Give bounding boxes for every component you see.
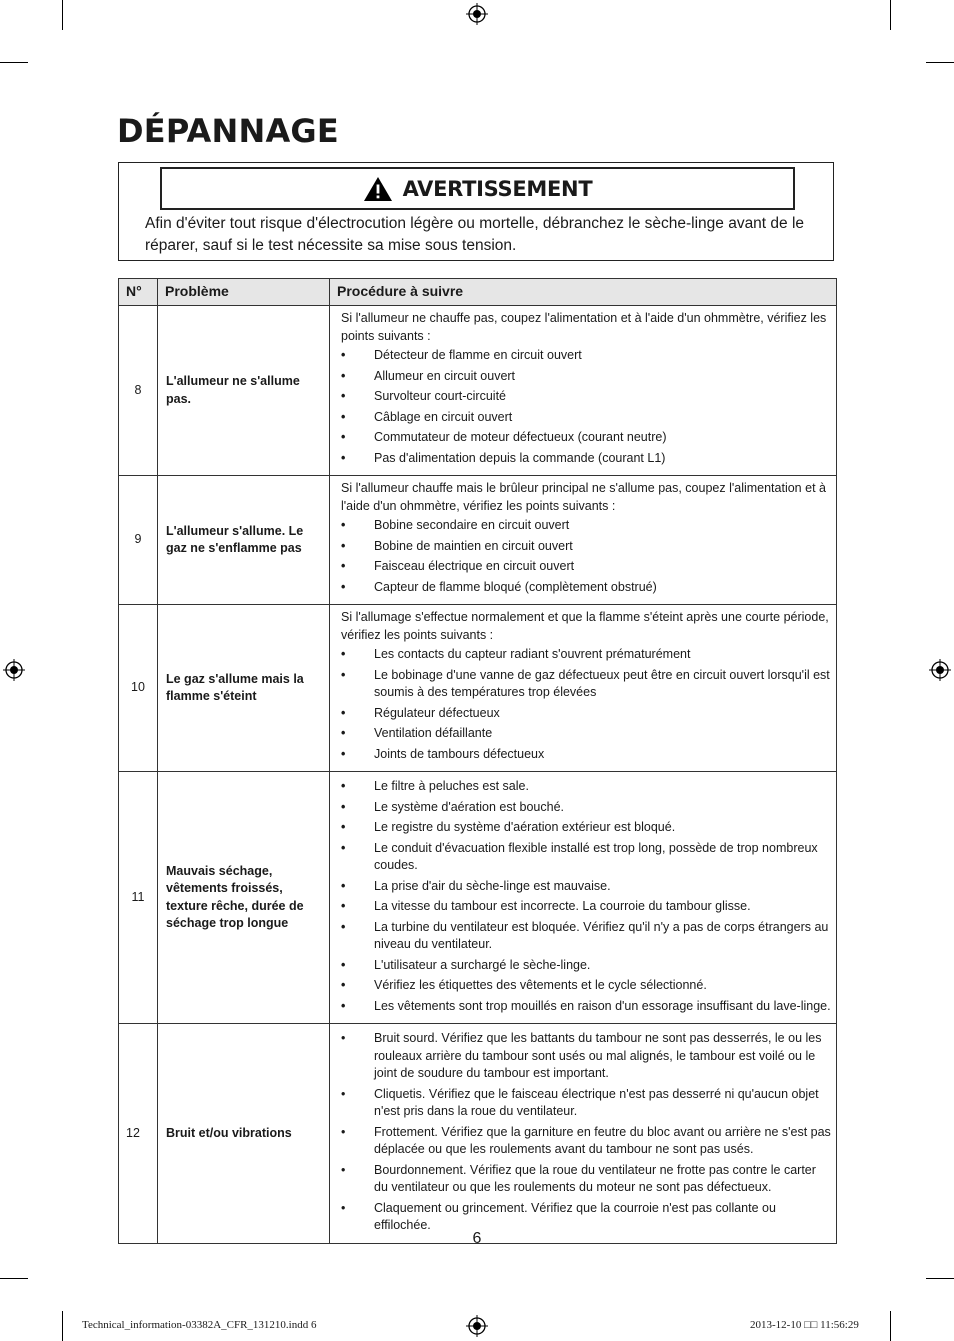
warning-header <box>160 167 795 210</box>
page-number: 6 <box>472 1230 482 1247</box>
list-item: • L'utilisateur a surchargé le sèche-linge. <box>341 957 591 972</box>
crop-mark <box>890 1311 891 1341</box>
table-row <box>119 1024 837 1244</box>
list-item: • Le registre du système d'aération extérieur est bloqué. <box>341 820 676 834</box>
header-problem: Problème <box>158 279 330 306</box>
header-number: N° <box>119 279 158 306</box>
registration-mark-icon <box>3 659 25 681</box>
list-item: • Câblage en circuit ouvert <box>341 409 513 424</box>
procedure-intro: Si l'allumeur chauffe mais le brûleur principal ne s'allume pas, coupez l'alimentation et à l'aide d'un ohmmètre, vérifiez les points suivants : <box>341 481 826 513</box>
row-number: 9 <box>119 476 158 605</box>
list-item: • Bobine de maintien en circuit ouvert <box>341 538 573 553</box>
list-item: • Bourdonnement. Vérifiez que la roue du ventilateur ne frotte pas contre le carter du ventilateur ou que les roulements du moteur ne sont pas défectueux. <box>341 1162 816 1194</box>
registration-mark-icon <box>929 659 951 681</box>
list-item: • Régulateur défectueux <box>341 705 500 720</box>
troubleshooting-table <box>118 278 837 1244</box>
list-item: • Cliquetis. Vérifiez que le faisceau électrique n'est pas desserré ni qu'aucun objet n'est pris dans la roue du ventilateur. <box>341 1086 819 1118</box>
list-item: • Claquement ou grincement. Vérifiez que la courroie n'est pas collante ou effilochée. <box>341 1200 776 1232</box>
row-problem: Le gaz s'allume mais la flamme s'éteint <box>158 605 330 772</box>
list-item: • La turbine du ventilateur est bloquée. Vérifiez qu'il n'y a pas de corps étrangers au niveau du ventilateur. <box>341 919 829 951</box>
list-item: • Bruit sourd. Vérifiez que les battants du tambour ne sont pas desserrés, le ou les rouleaux arrière du tambour sont usés ou mal alignés, le tambour est voilé ou le joint de soudure du tambour est important. <box>341 1031 822 1080</box>
row-procedure <box>330 1024 837 1244</box>
list-item: • Le système d'aération est bouché. <box>341 799 565 814</box>
registration-mark-icon <box>466 3 488 25</box>
crop-mark <box>926 62 954 63</box>
list-item: • Commutateur de moteur défectueux (courant neutre) <box>341 430 667 444</box>
crop-mark <box>890 0 891 30</box>
header-procedure: Procédure à suivre <box>330 279 837 306</box>
table-row <box>119 605 837 772</box>
page-title: DÉPANNAGE <box>117 112 339 150</box>
footer-filename: Technical_information-03382A_CFR_131210.indd 6 <box>82 1319 317 1331</box>
row-problem: Bruit et/ou vibrations <box>158 1024 330 1244</box>
footer-datetime: 2013-12-10 □□ 11:56:29 <box>750 1319 859 1331</box>
list-item: • Frottement. Vérifiez que la garniture en feutre du bloc avant ou arrière ne s'est pas déplacée ou que les roulements avant du tambour ne sont pas usés. <box>341 1124 831 1156</box>
list-item: • Allumeur en circuit ouvert <box>341 368 516 383</box>
procedure-intro: Si l'allumage s'effectue normalement et que la flamme s'éteint après une courte période, vérifiez les points suivants : <box>341 610 829 642</box>
list-item: • Le conduit d'évacuation flexible installé est trop long, possède de trop nombreux coudes. <box>341 840 818 872</box>
warning-box <box>118 162 834 261</box>
list-item: • Les contacts du capteur radiant s'ouvrent prématurément <box>341 647 691 661</box>
row-procedure <box>330 605 837 772</box>
row-number: 8 <box>119 306 158 476</box>
list-item: • Le bobinage d'une vanne de gaz défectueux peut être en circuit ouvert lorsqu'il est soumis à des températures trop élevées <box>341 667 830 699</box>
row-problem: Mauvais séchage, vêtements froissés, texture rêche, durée de séchage trop longue <box>158 772 330 1024</box>
row-number: 10 <box>119 605 158 772</box>
warning-triangle-icon <box>363 176 393 202</box>
row-procedure <box>330 772 837 1024</box>
row-problem: L'allumeur s'allume. Le gaz ne s'enflamme pas <box>158 476 330 605</box>
list-item: • Vérifiez les étiquettes des vêtements et le cycle sélectionné. <box>341 978 707 992</box>
crop-mark <box>62 0 63 30</box>
list-item: • Survolteur court-circuité <box>341 389 506 403</box>
crop-mark <box>0 1278 28 1279</box>
table-header-row <box>119 279 837 306</box>
table-row <box>119 306 837 476</box>
list-item: • La prise d'air du sèche-linge est mauvaise. <box>341 878 611 893</box>
list-item: • Ventilation défaillante <box>341 726 493 740</box>
crop-mark <box>62 1311 63 1341</box>
crop-mark <box>926 1278 954 1279</box>
row-number: 11 <box>119 772 158 1024</box>
row-procedure <box>330 306 837 476</box>
registration-mark-icon <box>466 1315 488 1337</box>
list-item: • Le filtre à peluches est sale. <box>341 779 529 793</box>
list-item: • Faisceau électrique en circuit ouvert <box>341 559 575 573</box>
warning-title: AVERTISSEMENT <box>402 176 593 201</box>
list-item: • La vitesse du tambour est incorrecte. La courroie du tambour glisse. <box>341 899 751 913</box>
procedure-intro: Si l'allumeur ne chauffe pas, coupez l'alimentation et à l'aide d'un ohmmètre, vérifiez les points suivants : <box>341 311 827 343</box>
row-problem: L'allumeur ne s'allume pas. <box>158 306 330 476</box>
crop-mark <box>0 62 28 63</box>
list-item: • Détecteur de flamme en circuit ouvert <box>341 348 582 362</box>
list-item: • Capteur de flamme bloqué (complètement obstrué) <box>341 579 657 594</box>
table-row <box>119 772 837 1024</box>
list-item: • Bobine secondaire en circuit ouvert <box>341 518 570 532</box>
list-item: • Pas d'alimentation depuis la commande (courant L1) <box>341 450 666 465</box>
row-number: 12 <box>119 1024 158 1244</box>
list-item: • Les vêtements sont trop mouillés en raison d'un essorage insuffisant du lave-linge. <box>341 998 831 1013</box>
table-row <box>119 476 837 605</box>
warning-text: Afin d'éviter tout risque d'électrocution légère ou mortelle, débranchez le sèche-linge avant de le réparer, sauf si le test nécessite sa mise sous tension. <box>145 215 805 254</box>
row-procedure <box>330 476 837 605</box>
list-item: • Joints de tambours défectueux <box>341 746 545 761</box>
